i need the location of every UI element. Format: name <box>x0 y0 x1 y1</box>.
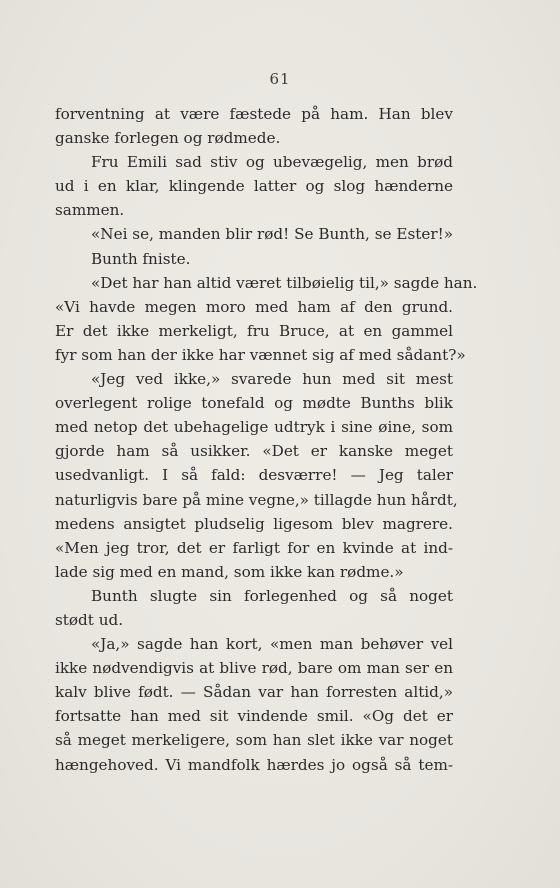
text-line: lade sig med en mand, som ikke kan rødme.» <box>55 562 404 581</box>
text-line: «Men jeg tror, det er farligt for en kvinde at ind- <box>55 538 453 557</box>
text-line: gjorde ham så usikker. «Det er kanske meget <box>55 442 453 461</box>
body-text <box>55 102 478 777</box>
text-line: Bunth slugte sin forlegenhed og så noget <box>91 586 453 605</box>
text-line: ikke nødvendigvis at blive rød, bare om man ser en <box>55 659 453 678</box>
text-line: Fru Emili sad stiv og ubevægelig, men brød <box>91 153 453 172</box>
text-line: kalv blive født. — Sådan var han forresten altid,» <box>55 683 453 702</box>
text-line: naturligvis bare på mine vegne,» tillagde hun hårdt, <box>55 490 458 509</box>
text-line: med netop det ubehagelige udtryk i sine øine, som <box>55 418 453 437</box>
text-line: «Vi havde megen moro med ham af den grund. <box>55 297 453 316</box>
text-line: medens ansigtet pludselig ligesom blev magrere. <box>55 514 453 533</box>
text-line: sammen. <box>55 201 125 220</box>
text-line: så meget merkeligere, som han slet ikke var noget <box>55 731 453 750</box>
text-line: stødt ud. <box>55 610 124 629</box>
text-line: «Nei se, manden blir rød! Se Bunth, se Ester!» <box>91 225 453 244</box>
text-line: ganske forlegen og rødmede. <box>55 129 281 148</box>
page-number: 61 <box>269 70 291 88</box>
text-line: Er det ikke merkeligt, fru Bruce, at en gammel <box>55 321 453 340</box>
text-line: «Jeg ved ikke,» svarede hun med sit mest <box>91 370 453 389</box>
text-line: «Ja,» sagde han kort, «men man behøver vel <box>91 635 453 654</box>
text-line: Bunth fniste. <box>91 249 191 268</box>
text-line: hængehoved. Vi mandfolk hærdes jo også så tem- <box>55 755 453 774</box>
text-line: usedvanligt. I så fald: desværre! — Jeg taler <box>55 466 453 485</box>
text-line: fyr som han der ikke har vænnet sig af med sådant?» <box>55 345 466 364</box>
text-line: overlegent rolige tonefald og mødte Bunths blik <box>55 394 453 413</box>
text-line: forventning at være fæstede på ham. Han blev <box>55 105 453 123</box>
text-line: ud i en klar, klingende latter og slog hænderne <box>55 177 453 196</box>
text-line: fortsatte han med sit vindende smil. «Og det er <box>55 707 453 726</box>
text-line: «Det har han altid været tilbøielig til,» sagde han. <box>91 273 478 292</box>
